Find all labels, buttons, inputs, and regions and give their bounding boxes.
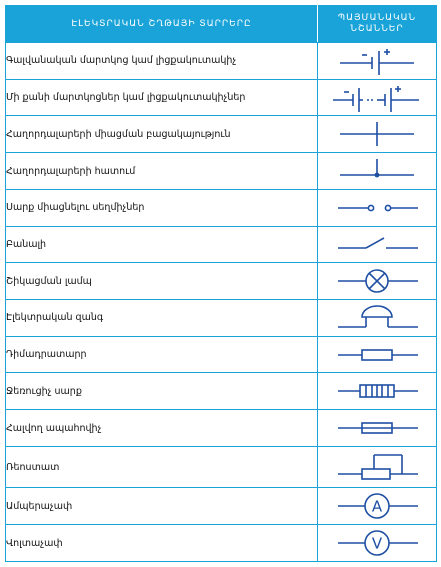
table-row [6,153,437,190]
table-row [6,263,437,300]
row-label: Հալվող ապահովիչ [6,410,318,447]
header-symbols-line1: ՊԱՅՄԱՆԱԿԱՆ [337,13,417,23]
table-header [6,6,437,43]
row-label: Հաղորդալարերի միացման բացակայություն [6,116,318,153]
symbols-table [5,5,437,562]
row-label: Գալվանական մարտկոց կամ լիցքակուտակիչ [6,43,318,80]
voltmeter-icon [332,528,422,558]
header-symbols-line2: ՆՇԱՆՆԵՐ [350,24,404,34]
row-label: Հաղորդալարերի հատում [6,153,318,190]
switch-icon [332,229,422,259]
bell-icon [332,303,422,333]
wire-junction-icon [332,156,422,186]
row-label: Մի քանի մարտկոցներ կամ լիցքակուտակիչներ [6,79,318,116]
row-label: Դիմադրատարր [6,336,318,373]
table-row [6,410,437,447]
table-row [6,373,437,410]
lamp-icon [332,266,422,296]
row-label: Բանալի [6,226,318,263]
table-row [6,525,437,562]
table-row [6,79,437,116]
fuse-icon [332,413,422,443]
row-label: Վոլտաչափ [6,525,318,562]
terminals-icon [332,193,422,223]
header-elements: ԷԼԵԿՏՐԱԿԱՆ ՇՂԹԱՅԻ ՏԱՐՐԵՐԸ [6,6,318,43]
table-row [6,116,437,153]
table-row [6,336,437,373]
row-label: Ռեոստատ [6,446,318,487]
resistor-icon [332,340,422,370]
rheostat-icon [332,450,422,484]
table-row [6,446,437,487]
header-symbols [318,6,437,43]
battery-bank-icon [329,83,425,113]
battery-cell-icon [332,46,422,76]
table-row [6,488,437,525]
heater-icon [332,376,422,406]
ammeter-icon [332,491,422,521]
row-label: Ամպերաչափ [6,488,318,525]
table-row [6,43,437,80]
table-row [6,226,437,263]
table-row [6,300,437,337]
row-label: Էլեկտրական զանգ [6,300,318,337]
row-label: Շիկացման լամպ [6,263,318,300]
table-row [6,189,437,226]
wire-crossing-icon [332,119,422,149]
ammeter-letter: A [371,497,383,516]
row-label: Սարք միացնելու սեղմիչներ [6,189,318,226]
row-label: Ջեռուցիչ սարք [6,373,318,410]
voltmeter-letter: V [371,534,383,553]
